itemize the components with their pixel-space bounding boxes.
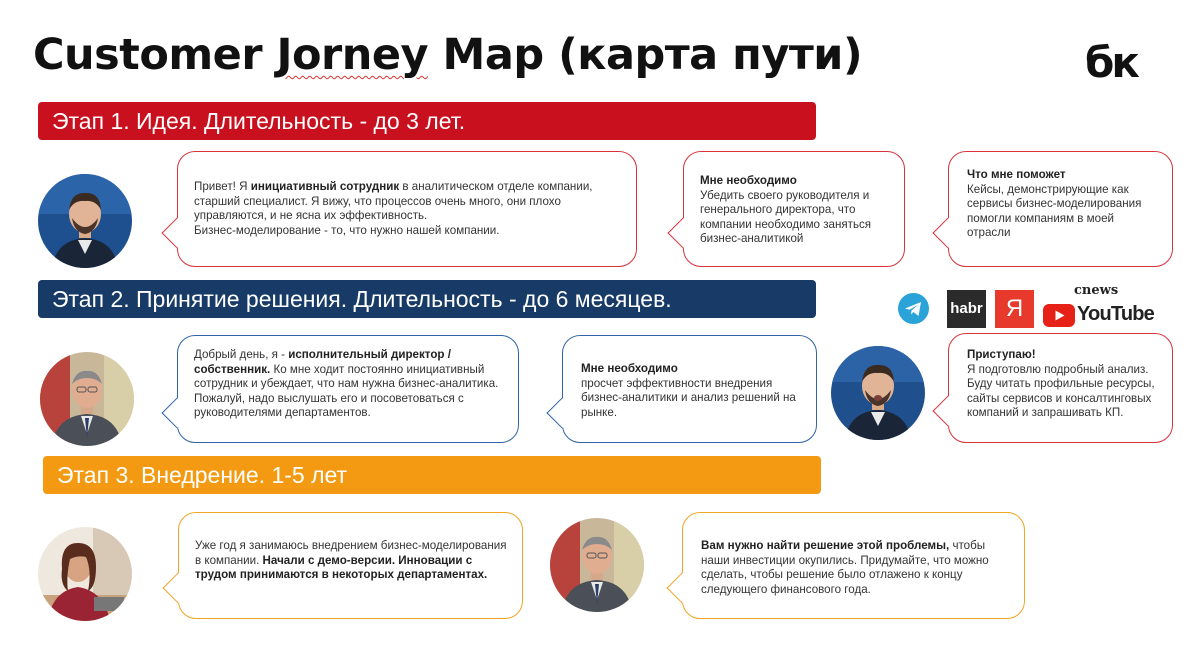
avatar-initiative-employee xyxy=(38,174,132,268)
avatar-director-2 xyxy=(550,518,644,612)
speech-bubble-need-1: Мне необходимо Убедить своего руководителя и генерального директора, что компании необходимо заняться бизнес-аналитикой xyxy=(683,151,905,267)
yandex-logo: Я xyxy=(995,290,1034,328)
speech-bubble-employee-progress: Уже год я занимаюсь внедрением бизнес-моделирования в компании. Начали с демо-версии. Инновации с трудом принимаются в некоторых департаментах. xyxy=(178,512,523,619)
speech-bubble-director: Добрый день, я - исполнительный директор / собственник. Ко мне ходит постоянно инициативный сотрудник и убеждает, что нам нужна бизнес-аналитика. Пожалуй, надо выслушать его и посоветоваться с руководителями департаментов. xyxy=(177,335,519,443)
stage-3-bar: Этап 3. Внедрение. 1-5 лет xyxy=(43,456,821,494)
cnews-logo: cnews xyxy=(1074,283,1119,298)
speech-bubble-need-2: Мне необходимо просчет эффективности внедрения бизнес-аналитики и анализ решений на рынке. xyxy=(562,335,817,443)
speech-bubble-director-demand: Вам нужно найти решение этой проблемы, чтобы наши инвестиции окупились. Придумайте, что можно сделать, чтобы решение было отлажено к концу следующего финансового года. xyxy=(682,512,1025,619)
telegram-icon xyxy=(898,293,929,324)
speech-bubble-help: Что мне поможет Кейсы, демонстрирующие как сервисы бизнес-моделирования помогли компаниям в моей отрасли xyxy=(948,151,1173,267)
stage-2-bar: Этап 2. Принятие решения. Длительность - до 6 месяцев. xyxy=(38,280,816,318)
avatar-director xyxy=(40,352,134,446)
avatar-initiative-employee-2 xyxy=(831,346,925,440)
stage-1-bar: Этап 1. Идея. Длительность - до 3 лет. xyxy=(38,102,816,140)
avatar-employee-woman xyxy=(38,527,132,621)
speech-bubble-start: Приступаю! Я подготовлю подробный анализ. Буду читать профильные ресурсы, сайты сервисов и консалтинговых компаний и запрашивать КП. xyxy=(948,333,1173,443)
youtube-play-icon xyxy=(1043,304,1075,327)
speech-bubble-intro: Привет! Я инициативный сотрудник в аналитическом отделе компании, старший специалист. Я вижу, что процессов очень много, они плохо управляются, и не ясна их эффективность. Бизнес-моделирование - то, что нужно нашей компании. xyxy=(177,151,637,267)
brand-logo: бк xyxy=(1085,38,1137,87)
page-title: Customer Jorney Map (карта пути) xyxy=(33,30,863,80)
habr-logo: habr xyxy=(947,290,986,328)
youtube-logo: YouTube xyxy=(1077,303,1154,325)
